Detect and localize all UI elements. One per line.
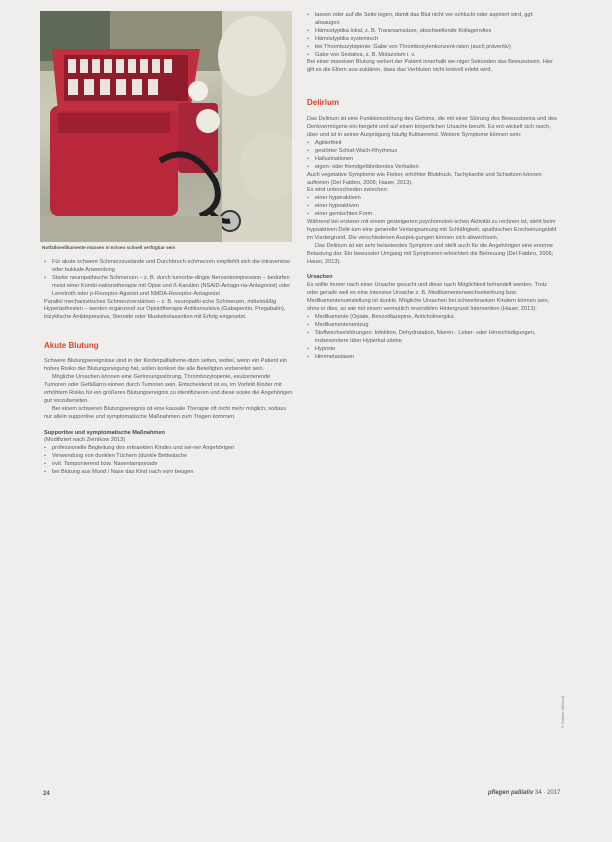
paragraph: Parallel mechanistisches Schmerzverstärken – z. B. neuropathi-sche Schmerzen, mittelmäßig Hyperästhesien – werden ergänzend zur Opioidtherapie Antikonvulsiva (Gabapentin, Pregabalin), trizyklische Antidepressiva, Steroide oder Muskelrelaxantien mit Erfolg eingesetzt.: [44, 298, 286, 321]
right-column: [307, 12, 557, 361]
list-item: ▪ professionelle Begleitung des erkrankten Kindes und sei-ner Angehörigen: [44, 445, 293, 453]
list-item: ▪ Starke neuropathische Schmerzen – z. B. durch tumorbe-dingte Nervenkompression – bedürfen meist einer Kombi-nationstherapie mit Opiat und ß-Kanälen (NSAID-Antago-ria-Antagonist) oder Lenetroth oder p-Rezeptor-Agonist und NMDA-Rezeptor-Antagonist: [44, 275, 293, 299]
list-item: ▪ gestörter Schlaf-Wach-Rhythmus: [307, 148, 557, 156]
emergency-kit-photo: [40, 11, 292, 242]
list-item: ▪ Medikamente (Opiate, Benzodiazepine, Anticholinergika: [307, 314, 557, 322]
left-column: [44, 259, 293, 477]
list-item: ▪ Medikamentenentzug: [307, 322, 557, 330]
photo-caption: Notfallmedikamente müssen in Krisen schnell verfügbar sein: [42, 245, 176, 250]
list-item: ▪ einer hypoaktiven: [307, 203, 557, 211]
list-item: ▪ Gabe von Sedativa, z. B. Midazolam i. v.: [307, 52, 557, 60]
list-item: ▪ Hirnmetastasen: [307, 354, 557, 362]
paragraph: Es sollte immer nach einer Ursache gesucht und diese nach Möglichkeit behandelt werden. Trotz oder gerade weil es eine intensive Ursache z. B. Medikamentenwechselwirkung bzw. Medikamentenumstellung ist dunkle. Mögliche Ursachen bei schwerkranken Kindern können sein, ohne in dies, so wie mit einem vermutlich reversiblen Hintergrund Intervention (Hauer, 2013):: [307, 282, 550, 313]
list-item: ▪ lassen oder auf die Seite legen, damit das Blut nicht ver-schluckt oder aspiriert wird, ggf. absaugen: [307, 12, 557, 28]
list-item: ▪ bei Blutung aus Mund / Nase das Kind nach vorn beugen: [44, 469, 293, 477]
list-item: ▪ Halluzinationen: [307, 156, 557, 164]
list-item: ▪ Hämostyptika systemisch: [307, 36, 557, 44]
paragraph: Mögliche Ursachen können eine Gerinnungsstörung, Thrombozytopenie, exulzerierende Tumoren oder Gefäßarro-sionen durch Tumoren sein. Entscheidend ist es, im Vorfeld Kinder mit erhöhtem Risiko für ein größeres Blutungsereignis zu identifizieren und diese sowie die Angehörigen gut vorzubereiten.: [44, 374, 293, 404]
source-note: (Modifiziert nach Zernikow 2013): [44, 437, 126, 444]
emergency-kit-illustration: [40, 11, 292, 242]
list-item: ▪ Agitiertheit: [307, 140, 557, 148]
paragraph: Es wird unterschieden zwischen:: [307, 187, 389, 194]
magazine-footer: [488, 790, 560, 796]
photo-credit: © Sabine Wieland: [560, 695, 565, 728]
paragraph: Bei einer massiven Blutung verliert der Patient innerhalb we-niger Sekunden das Bewusstsein. Hier gilt es die Eltern aus-zuklären, dass das Verbluten nicht leidvoll erlebt wird.: [307, 59, 553, 74]
list-item: ▪ Hämostyptika lokal, z. B. Tranexamsäure, abschwellende Kollagenvlies: [307, 28, 557, 36]
list-item: ▪ Stoffwechselstörungen: Infektion, Dehydratation, Nieren-, Leber- oder Hirnschädigungen, insbesondere über Hyperkal-zämie: [307, 330, 557, 346]
causes-list: [307, 314, 557, 361]
paragraph: Das Delirium ist eine Funktionsstörung des Gehirns, die mit einer Störung des Bewusstseins und des Denkvermögens ein-hergeht und auf einen körperlichen Ursache beruht. Es ent-wickelt sich rasch, über und ist in seiner Ausprägung häufig fluktuierend. Weitere Symptome können sein:: [307, 116, 557, 139]
paragraph: Das Delirium ist ein sehr belastendes Symptom und stellt auch für die Angehörigen eine enorme Belastung dar. Ein bewusster Umgang mit Symptomen erleichtert die Betreuung (Del Fabbro, 2006; Hauer, 2013).: [307, 242, 554, 265]
list-item: ▪ Hypoxie: [307, 346, 557, 354]
paragraph: Während bei ersterer mit einem gesteigerten psychomotori-schen Aktivität zu rechnen ist, steht beim hypoaktiven Delir-ium eine generelle Verlangsamung mit Schläfrigkeit, apathischen Erscheinungsbild im Vordergrund. Die verschiedenen Ausprä-gungen können sich abwechseln.: [307, 219, 557, 241]
list-item: ▪ eigen- oder fremdgefährdendes Verhalten: [307, 164, 557, 172]
delirium-symptoms-list: [307, 140, 557, 172]
heading-delirium: Delirium: [307, 98, 340, 108]
list-item: ▪ Für akute schwere Schmerzzustände und Durchbruch-schmerzen empfiehlt sich die intravenöse oder bukkale Anwendung: [44, 259, 293, 275]
list-item: ▪ Verwendung von dunklen Tüchern (dunkle Bettwäsche: [44, 453, 293, 461]
paragraph: Schwere Blutungsereignisse sind in der Kinderpalliativme-dizin selten, wobei, wenn ein Patient ein hohes Risiko der Blutungsneigung hat, sollen konkret die alle Beteiligten vorbereitet sein.: [44, 358, 288, 373]
delirium-forms-list: [307, 195, 557, 219]
heading-acute-bleeding: Akute Blutung: [44, 341, 99, 351]
list-item: ▪ bei Thrombozytopenie: Gabe von Thrombozytenkonzent-raten (auch präventiv): [307, 44, 557, 52]
list-item: ▪ evtl. Tamponierend bzw. Nasentamponade: [44, 461, 293, 469]
magazine-title: pflegen palliativ: [488, 790, 534, 796]
issue-number: 34 · 2017: [535, 790, 561, 796]
heading-supportive-measures: Supportive und symptomatische Maßnahmen: [44, 429, 165, 436]
pain-list: [44, 259, 293, 299]
paragraph: Bei einem schweren Blutungsereignis ist eine kausale Therapie oft nicht mehr möglich, sodass nur allein supportive und symptomatische Maßnahmen zum Tragen kommen.: [44, 405, 287, 420]
bleeding-measures-list: [307, 12, 557, 59]
page-number: 24: [43, 791, 50, 797]
heading-causes: Ursachen: [307, 274, 333, 281]
list-item: ▪ einer hyperaktiven: [307, 195, 557, 203]
supportive-list: [44, 445, 293, 477]
list-item: ▪ einer gemischten Form: [307, 211, 557, 219]
paragraph: Auch vegetative Symptome wie Fieber, erhöhter Blutdruck, Tachykardie und Schwitzen können auftreten (Del Fabbro, 2006; Hauer, 2013).: [307, 171, 542, 186]
